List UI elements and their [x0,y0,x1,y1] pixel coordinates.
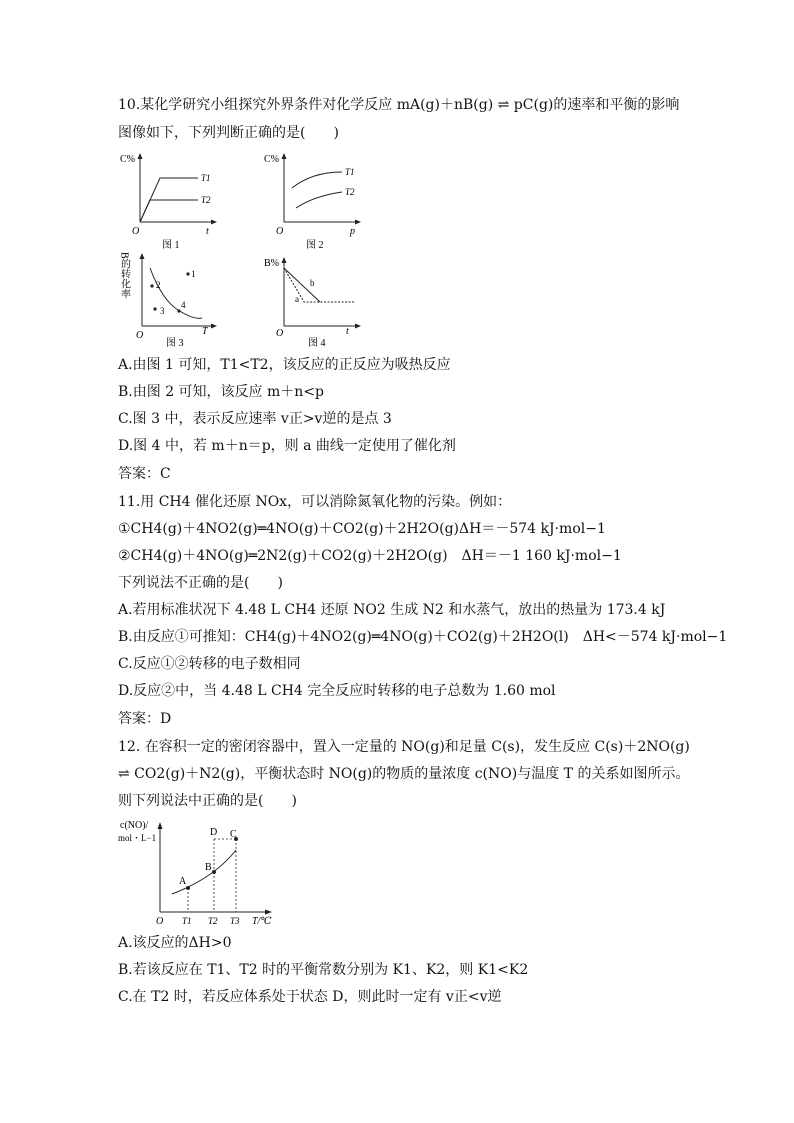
fig3-point-3: 3 [160,306,165,316]
q11-equation-2: ②CH4(g)＋4NO(g)═2N2(g)＋CO2(g)＋2H2O(g) ΔH＝－1 160 kJ·mol−1 [118,548,622,564]
q12-option-b: B.若该反应在 T1、T2 时的平衡常数分别为 K1、K2，则 K1<K2 [118,962,529,978]
q10-figure-4 [262,252,372,348]
fig2-caption: 图 2 [306,240,324,251]
fig2-series-t2: T2 [345,187,355,197]
fig4-caption: 图 4 [308,338,326,348]
q12-tick-t2: T2 [208,916,218,926]
fig1-origin: O [132,226,140,237]
q12-point-a: A [179,876,187,887]
q10-option-b: B.由图 2 可知，该反应 m＋n<p [118,384,324,400]
q11-option-a: A.若用标准状况下 4.48 L CH4 还原 NO2 生成 N2 和水蒸气，放出的热量为 173.4 kJ [118,602,666,618]
fig4-y-label: B% [264,258,279,269]
q11-option-d: D.反应②中，当 4.48 L CH4 完全反应时转移的电子总数为 1.60 mol [118,683,556,699]
q12-tick-t3: T3 [230,916,240,926]
fig3-caption: 图 3 [166,338,184,348]
q11-ask: 下列说法不正确的是( ) [118,575,283,591]
q11-option-b: B.由反应①可推知：CH4(g)＋4NO2(g)═4NO(g)＋CO2(g)＋2H2O(l) ΔH<－574 kJ·mol−1 [118,629,728,645]
fig2-x-label: p [350,226,355,237]
q11-option-c: C.反应①②转移的电子数相同 [118,656,301,672]
q12-x-label: T/℃ [252,916,272,927]
q12-origin: O [156,916,164,927]
fig3-x-label: T [202,326,208,337]
fig1-y-label: C% [120,154,135,165]
fig2-y-label: C% [264,154,279,165]
q10-answer: 答案：C [118,466,171,482]
fig3-origin: O [136,330,144,341]
q12-stem-line2: ⇌ CO2(g)＋N2(g)，平衡状态时 NO(g)的物质的量浓度 c(NO)与温度 T 的关系如图所示。 [118,766,690,782]
q10-figure-1 [118,148,228,252]
fig4-curve-b: b [310,278,315,288]
q12-figure [118,816,288,928]
fig3-point-2: 2 [156,280,161,290]
q12-stem-line1: 12. 在容积一定的密闭容器中，置入一定量的 NO(g)和足量 C(s)，发生反应 C(s)＋2NO(g) [118,739,690,755]
q10-figure-3 [118,252,228,348]
fig1-x-label: t [206,226,209,237]
fig1-caption: 图 1 [162,240,180,251]
q11-answer: 答案：D [118,711,172,727]
fig1-series-t1: T1 [201,173,211,183]
fig2-series-t1: T1 [345,167,355,177]
fig4-origin: O [276,328,284,339]
q10-stem-line1: 10.某化学研究小组探究外界条件对化学反应 mA(g)＋nB(g) ⇌ pC(g)的速率和平衡的影响 [118,97,680,113]
fig1-series-t2: T2 [201,195,211,205]
q11-stem: 11.用 CH4 催化还原 NOx，可以消除氮氧化物的污染。例如： [118,494,512,510]
q10-option-a: A.由图 1 可知，T1<T2，该反应的正反应为吸热反应 [118,357,451,373]
q12-stem-line3: 则下列说法中正确的是( ) [118,793,297,809]
q12-tick-t1: T1 [182,916,192,926]
q12-point-c: C [230,829,237,840]
fig3-y-label: B的转化率 [118,252,130,299]
q10-option-c: C.图 3 中，表示反应速率 v正>v逆的是点 3 [118,411,392,427]
q10-figure-2 [262,148,372,252]
fig4-x-label: t [346,326,349,337]
q12-option-c: C.在 T2 时，若反应体系处于状态 D，则此时一定有 v正<v逆 [118,989,502,1005]
fig3-point-1: 1 [191,269,196,279]
fig4-curve-a: a [295,294,299,304]
q12-option-a: A.该反应的ΔH>0 [118,935,232,951]
q12-y-label-2: mol・L−1 [118,833,157,843]
q10-stem-line2: 图像如下，下列判断正确的是( ) [118,125,339,141]
fig3-point-4: 4 [181,300,186,310]
q12-point-b: B [205,862,212,873]
fig2-origin: O [276,226,284,237]
q11-equation-1: ①CH4(g)＋4NO2(g)═4NO(g)＋CO2(g)＋2H2O(g)ΔH＝－574 kJ·mol−1 [118,521,606,537]
q12-y-label-1: c(NO)/ [120,820,149,831]
q10-option-d: D.图 4 中，若 m＋n＝p，则 a 曲线一定使用了催化剂 [118,438,456,454]
q12-point-d: D [210,827,218,838]
